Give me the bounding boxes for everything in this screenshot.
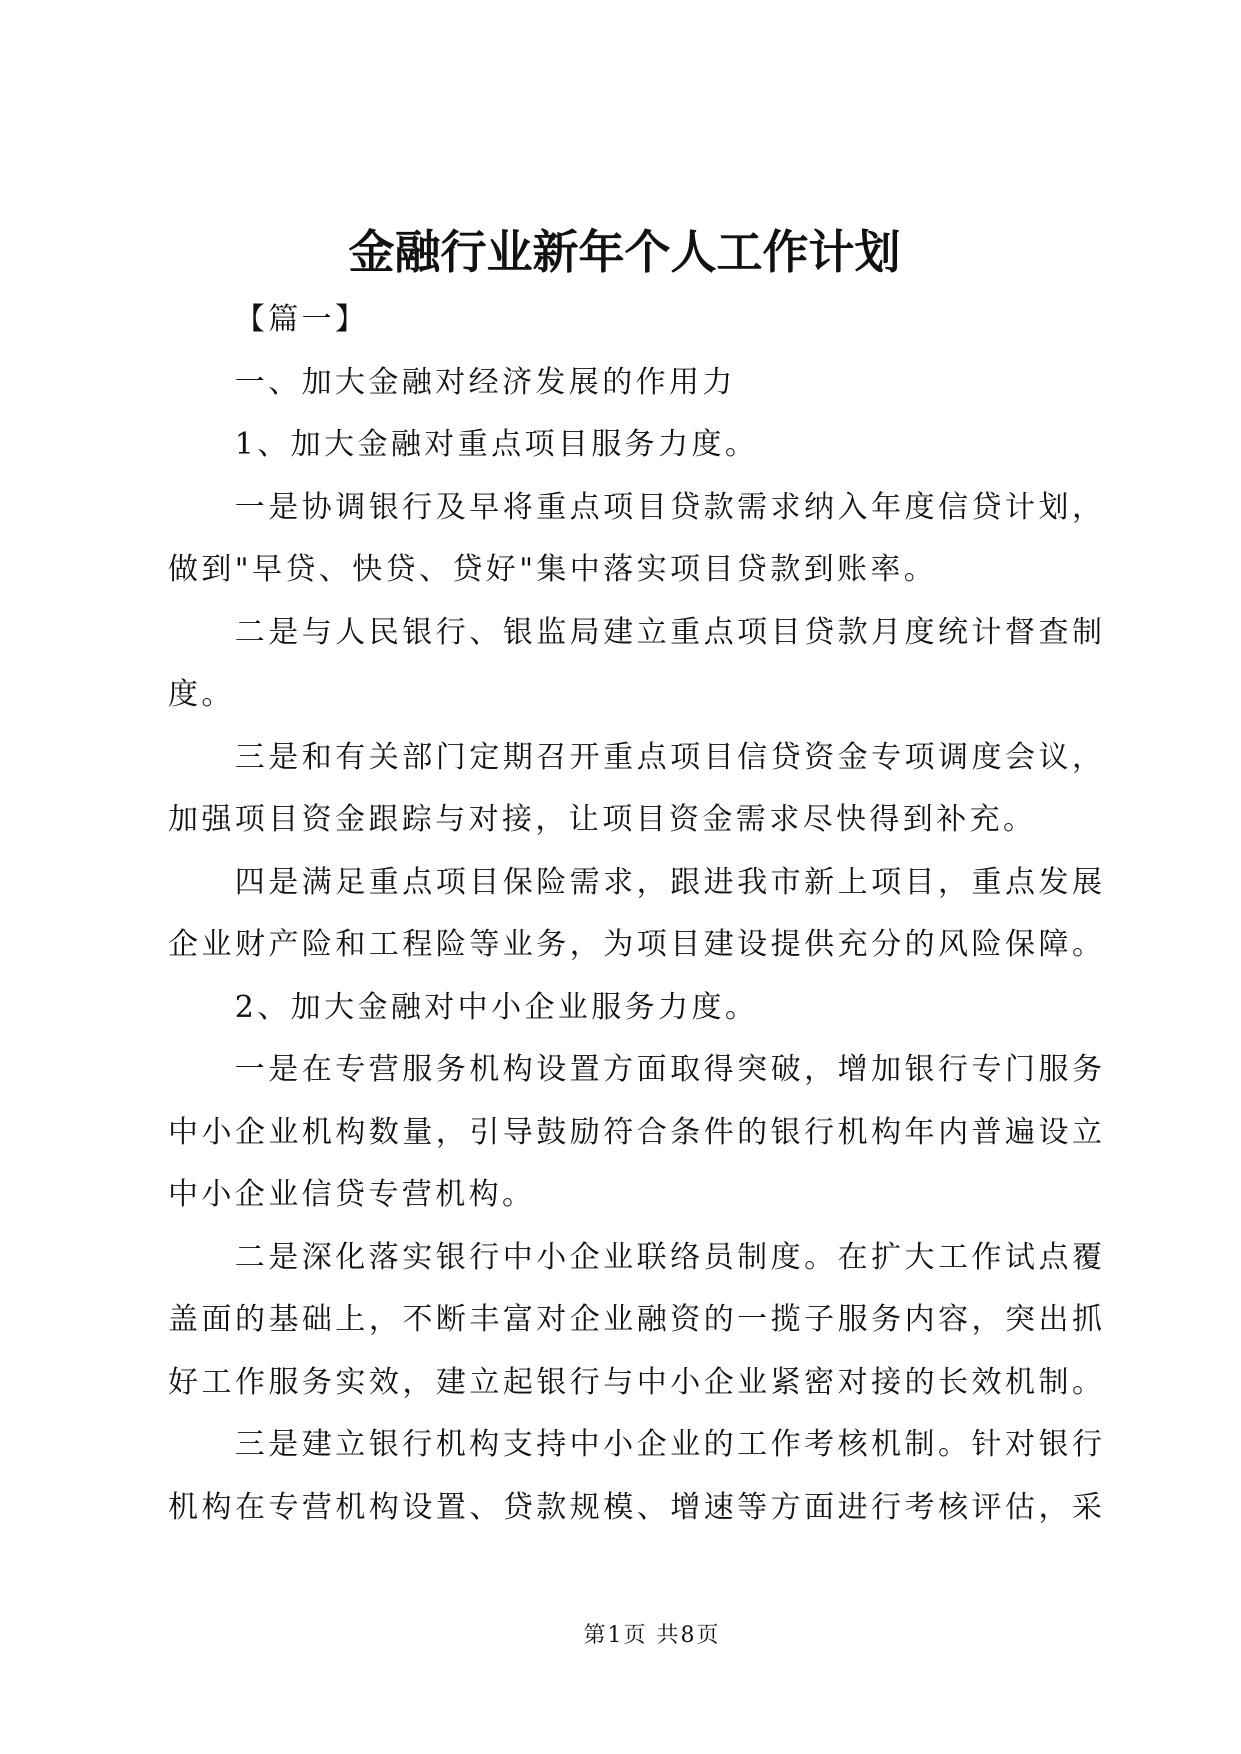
paragraph [168, 1414, 1102, 1539]
paragraph [168, 602, 1102, 727]
text-line: 盖面的基础上，不断丰富对企业融资的一揽子服务内容，突出抓 [168, 1302, 1102, 1337]
text-line: 加强项目资金跟踪与对接，让项目资金需求尽快得到补充。 [168, 802, 1037, 837]
paragraph [168, 1227, 1102, 1415]
text-line: 1、加大金融对重点项目服务力度。 [234, 427, 759, 462]
text-line: 二是与人民银行、银监局建立重点项目贷款月度统计督查制 [234, 614, 1102, 650]
paragraph [168, 852, 1102, 977]
paragraph [168, 727, 1102, 852]
text-line: 四是满足重点项目保险需求，跟进我市新上项目，重点发展 [234, 864, 1102, 900]
document-body [168, 289, 1102, 1539]
page-number-label: 第1页 共8页 [583, 1623, 721, 1648]
section-heading [168, 352, 1102, 415]
text-line: 中小企业机构数量，引导鼓励符合条件的银行机构年内普遍设立 [168, 1114, 1102, 1150]
text-line: 一是在专营服务机构设置方面取得突破，增加银行专门服务 [234, 1052, 1102, 1087]
text-line: 度。 [168, 677, 235, 712]
text-line: 企业财产险和工程险等业务，为项目建设提供充分的风险保障。 [168, 927, 1102, 962]
subsection-heading [168, 414, 1102, 477]
text-line: 好工作服务实效，建立起银行与中小企业紧密对接的长效机制。 [168, 1364, 1102, 1400]
paragraph [168, 1039, 1102, 1227]
text-line: 一是协调银行及早将重点项目贷款需求纳入年度信贷计划， [234, 489, 1102, 525]
section-marker [168, 289, 1102, 352]
text-line: 中小企业信贷专营机构。 [168, 1177, 536, 1212]
text-line: 二是深化落实银行中小企业联络员制度。在扩大工作试点覆 [234, 1239, 1102, 1275]
text-line: 做到"早贷、快贷、贷好"集中落实项目贷款到账率。 [168, 552, 938, 587]
subsection-heading [168, 977, 1102, 1040]
document-title: 金融行业新年个人工作计划 [348, 225, 901, 279]
page-footer [552, 1620, 752, 1652]
paragraph [168, 477, 1102, 602]
text-line: 一、加大金融对经济发展的作用力 [234, 364, 736, 400]
text-line: 三是和有关部门定期召开重点项目信贷资金专项调度会议， [234, 739, 1102, 775]
text-line: 机构在专营机构设置、贷款规模、增速等方面进行考核评估，采 [168, 1489, 1102, 1525]
text-line: 2、加大金融对中小企业服务力度。 [234, 989, 759, 1025]
text-line: 三是建立银行机构支持中小企业的工作考核机制。针对银行 [234, 1427, 1102, 1462]
text-line: 【篇一】 [234, 302, 369, 337]
